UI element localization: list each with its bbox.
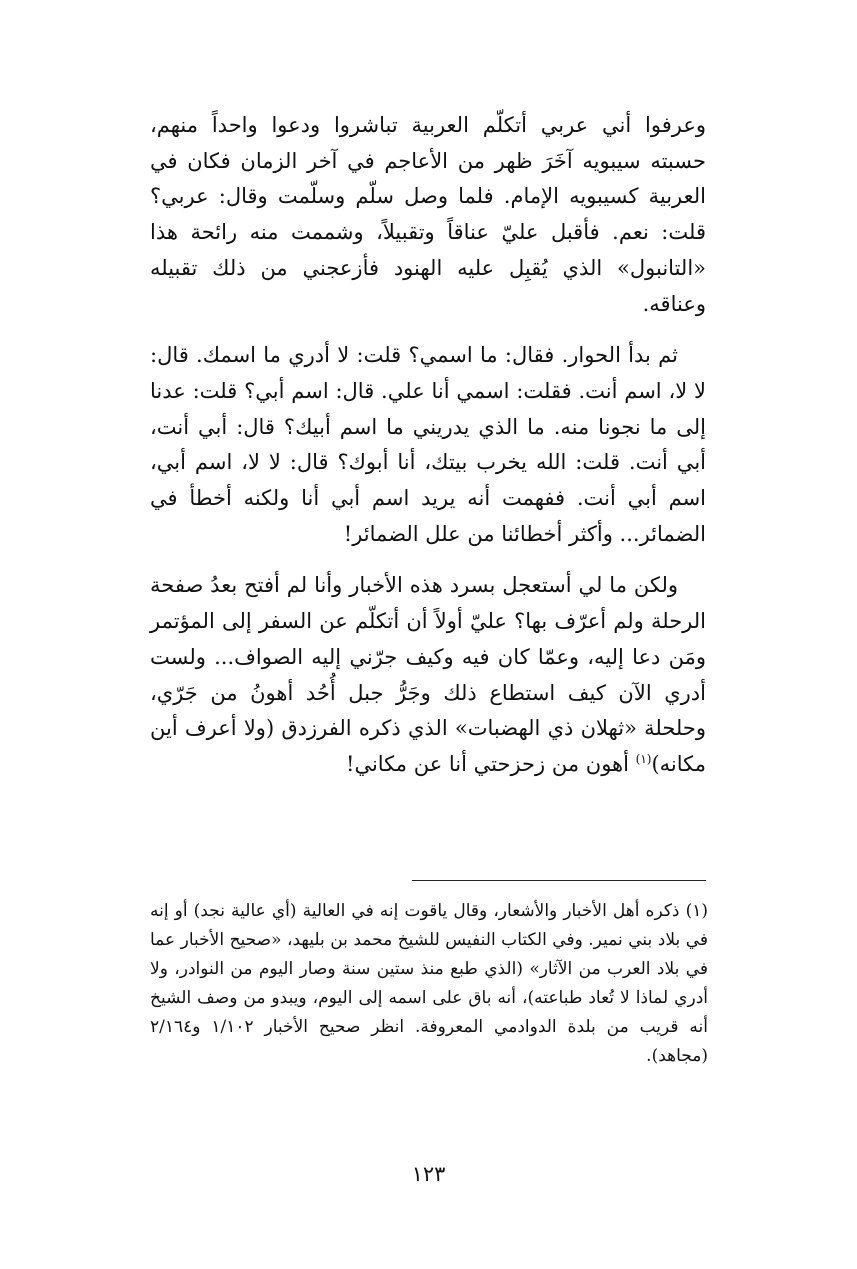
paragraph-3-text: ولكن ما لي أستعجل بسرد هذه الأخبار وأنا لم أفتح بعدُ صفحة الرحلة ولم أعرّف بها؟ عليّ أولاً أن أتكلّم عن السفر إلى المؤتمر ومَن دعا إليه، وعمّا كان فيه وكيف جرّني إليه الصواف... ولست أدري الآن كيف استطاع ذلك وجَرُّ جبل أُحُد أهونُ من جَرّي، وحلحلة «ثهلان ذي الهضبات» الذي ذكره الفرزدق (ولا أعرف أين مكانه) [150,573,706,776]
footnote-divider [412,880,706,881]
paragraph-3 [150,568,706,782]
paragraph-2: ثم بدأ الحوار. فقال: ما اسمي؟ قلت: لا أدري ما اسمك. قال: لا لا، اسم أنت. فقلت: اسمي أنا علي. قال: اسم أبي؟ قلت: عدنا إلى ما نجونا منه. ما الذي يدريني ما اسم أبيك؟ قال: أبي أنت، أبي أنت. قلت: الله يخرب بيتك، أنا أبوك؟ قال: لا لا، اسم أبي، اسم أبي أنت. ففهمت أنه يريد اسم أبي أنا ولكنه أخطأ في الضمائر... وأكثر أخطائنا من علل الضمائر! [150,343,706,546]
main-text [150,108,706,799]
paragraph-3-end: أهون من زحزحتي أنا عن مكاني! [346,751,636,776]
footnotes [150,897,708,1071]
page-number: ١٢٣ [411,1162,446,1186]
footnote-1: (١) ذكره أهل الأخبار والأشعار، وقال ياقوت إنه في العالية (أي عالية نجد) أو إنه في بلاد بني نمير. وفي الكتاب النفيس للشيخ محمد بن بليهد، «صحيح الأخبار عما في بلاد العرب من الآثار» (الذي طبع منذ ستين سنة وصار اليوم من النوادر، ولا أدري لماذا لا تُعاد طباعته)، أنه باق على اسمه إلى اليوم، ويبدو من وصف الشيخ أنه قريب من بلدة الدوادمي المعروفة. انظر صحيح الأخبار ١/١٠٢ و٢/١٦٤ (مجاهد). [150,901,708,1066]
paragraph-1: وعرفوا أني عربي أتكلّم العربية تباشروا ودعوا واحداً منهم، حسبته سيبويه آخَرَ ظهر من الأعاجم في آخر الزمان فكان في العربية كسيبويه الإمام. فلما وصل سلّم وسلّمت وقال: عربي؟ قلت: نعم. فأقبل عليّ عناقاً وتقبيلاً، وشممت منه رائحة هذا «التانبول» الذي يُقبِل عليه الهنود فأزعجني من ذلك تقبيله وعناقه. [150,113,706,316]
footnote-marker: (١) [635,751,652,766]
